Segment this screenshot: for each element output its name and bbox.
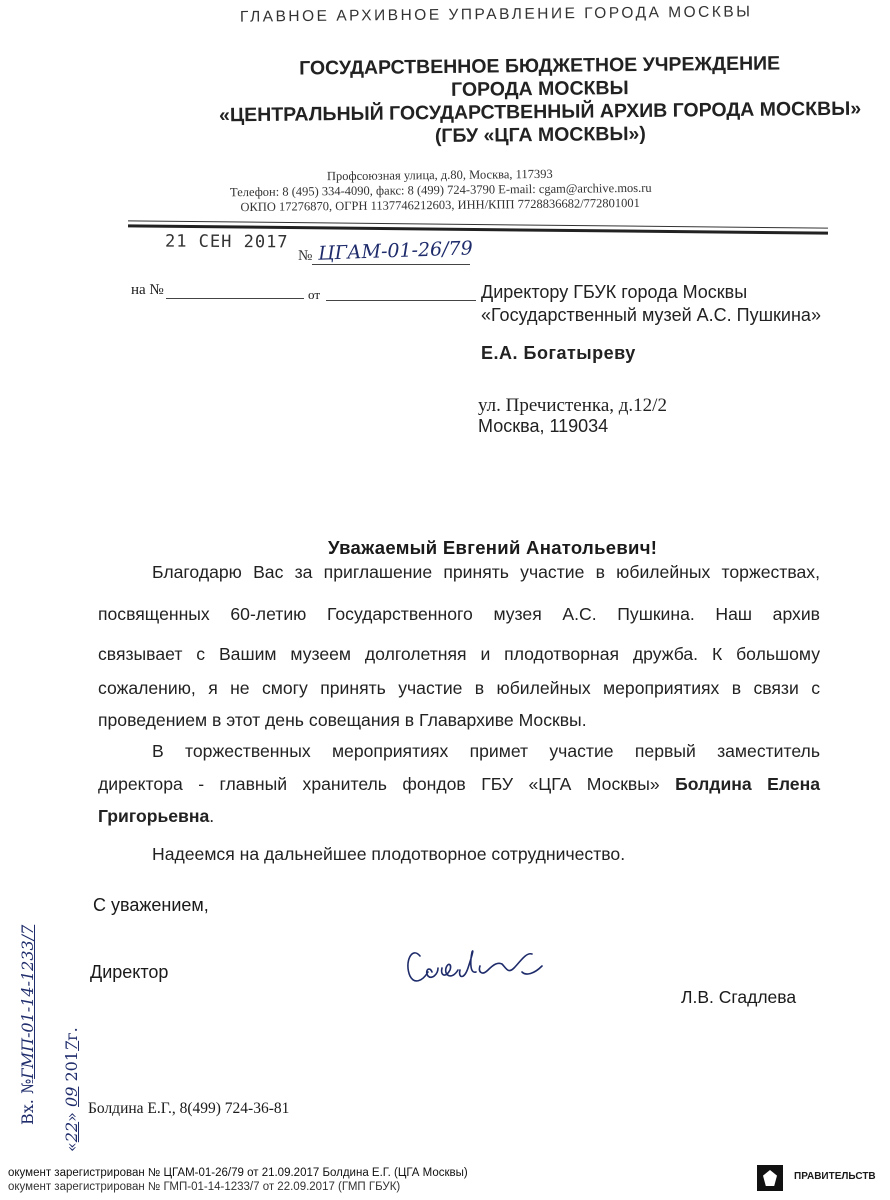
org-contacts <box>230 166 650 215</box>
executor-contact: Болдина Е.Г., 8(499) 724-36-81 <box>88 1100 290 1117</box>
incoming-year-end: г. <box>62 1027 81 1041</box>
incoming-number-prefix: Вх. № <box>18 1078 37 1125</box>
in-reply-from-label: от <box>308 287 321 302</box>
organization-title <box>130 51 890 152</box>
paragraph-line: сожалению, я не смогу принять участие в юбилейных мероприятиях в связи с <box>98 678 820 698</box>
address-line: Профсоюзная улица, д.80, Москва, 117393 <box>326 166 553 184</box>
addressee-name: Е.А. Богатыреву <box>481 343 636 363</box>
date-quote-close: » <box>62 1112 81 1122</box>
incoming-registration-date <box>62 1027 81 1152</box>
paragraph-line <box>98 806 214 827</box>
registry-codes-line: ОКПО 17276870, ОГРН 1137746212603, ИНН/КПП 7728836682/772801001 <box>240 195 640 215</box>
deputy-name-part: Болдина Елена <box>675 774 820 794</box>
incoming-day: 22 <box>62 1121 81 1143</box>
paragraph-line: посвященных 60-летию Государственного музея А.С. Пушкина. Наш архив <box>98 604 820 624</box>
incoming-number-handwritten: ГМП-01-14-1233/7 <box>18 924 37 1079</box>
org-title-line: «ЦЕНТРАЛЬНЫЙ ГОСУДАРСТВЕННЫЙ АРХИВ ГОРОДА МОСКВЫ» <box>219 97 862 127</box>
footer-registration-note: окумент зарегистрирован № ЦГАМ-01-26/79 от 21.09.2017 Болдина Е.Г. (ЦГА Москвы) <box>8 1167 468 1179</box>
paragraph-line: связывает с Вашим музеем долголетняя и плодотворная дружба. К большому <box>98 644 820 664</box>
paragraph-line: Благодарю Вас за приглашение принять участие в юбилейных торжествах, <box>152 562 820 582</box>
paragraph-line: проведением в этот день совещания в Главархиве Москвы. <box>98 710 587 730</box>
date-quote-open: « <box>62 1142 81 1152</box>
incoming-registration-stamp <box>18 925 37 1125</box>
incoming-month: 09 <box>62 1086 81 1107</box>
paragraph-text: . <box>209 806 215 826</box>
salutation: Уважаемый Евгений Анатольевич! <box>328 537 658 558</box>
paragraph-line: Надеемся на дальнейшее плодотворное сотрудничество. <box>152 844 626 864</box>
in-reply-number-line <box>166 298 304 299</box>
deputy-patronymic: Григорьевна <box>98 806 210 826</box>
government-label: ПРАВИТЕЛЬСТВ <box>794 1171 876 1182</box>
paragraph-text: директора - главный хранитель фондов ГБУ «ЦГА Москвы» <box>98 774 676 794</box>
outgoing-number-underline <box>312 264 470 265</box>
phone-email-line: Телефон: 8 (495) 334-4090, факс: 8 (499) 724-3790 E-mail: cgam@archive.mos.ru <box>229 180 652 200</box>
incoming-year-prefix: 201 <box>62 1050 81 1082</box>
addressee-position: Директору ГБУК города Москвы <box>481 282 748 302</box>
outgoing-number-mark: № <box>298 248 313 264</box>
outgoing-number-handwritten: ЦГАМ-01-26/79 <box>317 237 474 265</box>
addressee-city: Москва, 119034 <box>478 416 609 436</box>
addressee-organization: «Государственный музей А.С. Пушкина» <box>481 305 821 325</box>
in-reply-label: на № <box>131 282 164 298</box>
paragraph-line: В торжественных мероприятиях примет участие первый заместитель <box>152 741 820 761</box>
paragraph-line <box>98 774 820 795</box>
signer-name: Л.В. Сгадлева <box>681 987 797 1007</box>
footer-registration-note: окумент зарегистрирован № ГМП-01-14-1233/7 от 22.09.2017 (ГМП ГБУК) <box>8 1181 401 1193</box>
org-title-line: ГОРОДА МОСКВЫ <box>450 77 629 101</box>
moscow-government-logo-icon <box>757 1165 783 1191</box>
org-title-line: ГОСУДАРСТВЕННОЕ БЮДЖЕТНОЕ УЧРЕЖДЕНИЕ <box>299 52 781 80</box>
signer-position: Директор <box>90 962 169 982</box>
addressee-street: ул. Пречистенка, д.12/2 <box>478 395 667 416</box>
outgoing-date-stamp: 21 СЕН 2017 <box>164 231 289 253</box>
incoming-year-suffix: 7 <box>62 1040 81 1051</box>
agency-name: ГЛАВНОЕ АРХИВНОЕ УПРАВЛЕНИЕ ГОРОДА МОСКВЫ <box>239 3 753 26</box>
org-title-line: (ГБУ «ЦГА МОСКВЫ») <box>434 122 646 148</box>
in-reply-date-line <box>326 300 476 301</box>
handwritten-signature <box>402 942 552 996</box>
closing-regards: С уважением, <box>93 895 209 915</box>
